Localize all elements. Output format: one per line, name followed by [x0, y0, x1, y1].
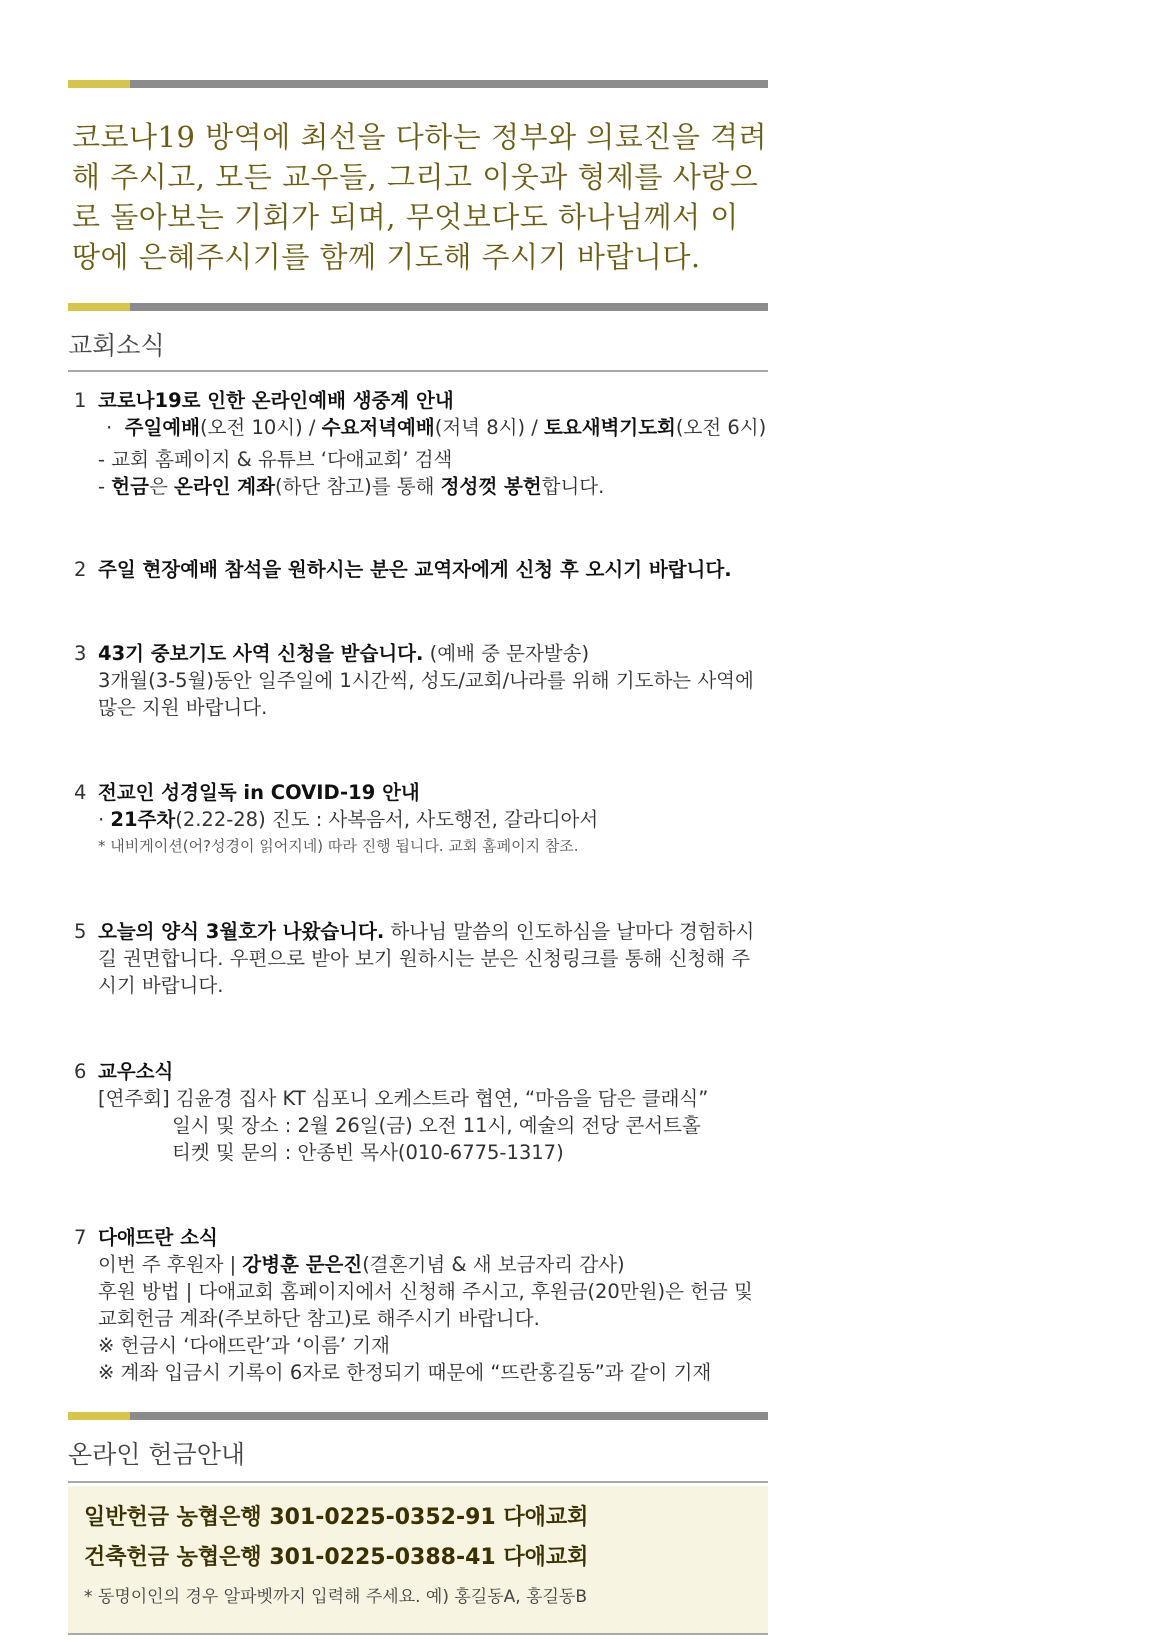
item-number: 5 — [74, 920, 87, 943]
divider-accent — [68, 80, 130, 88]
news-item-7 — [74, 1224, 794, 1386]
offering-title-underline — [68, 1481, 768, 1483]
item-line: 많은 지원 바랍니다. — [98, 696, 268, 719]
item-title: 43기 중보기도 사역 신청을 받습니다. — [98, 642, 424, 665]
top-divider — [68, 80, 768, 88]
item-line: 일시 및 장소 : 2월 26일(금) 오전 11시, 예술의 전당 콘서트홀 — [172, 1114, 701, 1137]
item-emphasis: 헌금 — [111, 475, 149, 498]
news-item-5 — [74, 918, 794, 999]
news-item-3 — [74, 640, 794, 721]
news-item-6 — [74, 1058, 794, 1166]
item-line: [연주회] 김윤경 집사 KT 심포니 오케스트라 협연, “마음을 담은 클래식” — [98, 1087, 709, 1110]
item-text: · — [98, 808, 111, 831]
general-offering-account: 일반헌금 농협은행 301-0225-0352-91 다애교회 — [84, 1505, 589, 1530]
item-line: 교회헌금 계좌(주보하단 참고)로 해주시기 바랍니다. — [98, 1307, 540, 1330]
item-emphasis: 21주차 — [110, 808, 176, 831]
item-text: 은 — [148, 475, 174, 498]
item-text: - — [98, 475, 112, 498]
item-number: 7 — [74, 1226, 87, 1249]
news-item-4 — [74, 779, 794, 860]
item-number: 4 — [74, 781, 87, 804]
bank-box-bottom-line — [68, 1633, 768, 1635]
item-emphasis: 강병훈 문은진 — [242, 1253, 363, 1276]
item-title: 코로나19로 인한 온라인예배 생중계 안내 — [98, 389, 454, 412]
item-line: 시기 바랍니다. — [98, 974, 224, 997]
offering-note: * 동명이인의 경우 알파벳까지 입력해 주세요. 예) 홍길동A, 홍길동B — [84, 1587, 588, 1607]
item-title: 주일 현장예배 참석을 원하시는 분은 교역자에게 신청 후 오시기 바랍니다. — [98, 558, 732, 581]
item-number: 6 — [74, 1060, 87, 1083]
item-emphasis: 온라인 계좌 — [173, 475, 275, 498]
item-note: (예배 중 문자발송) — [423, 642, 590, 665]
news-item-1: 1 코로나19로 인한 온라인예배 생중계 안내 · 주일예배(오전 10시) / 수요저녁예배(저녁 8시) / 토요새벽기도회(오전 6시) - 교회 홈페이지 & 유튜브 ‘다애교회’ 검색 - 헌금은 온라인 계좌(하단 참고)를 통해 정성껏 봉헌합니다. — [74, 387, 794, 500]
news-section-title: 교회소식 — [68, 331, 165, 360]
item-text: 합니다. — [541, 475, 605, 498]
item-line: ※ 헌금시 ‘다애뜨란’과 ‘이름’ 기재 — [98, 1334, 390, 1357]
item-line: 길 권면합니다. 우편으로 받아 보기 원하시는 분은 신청링크를 통해 신청해 주 — [98, 947, 751, 970]
item-text: (하단 참고)를 통해 — [274, 475, 441, 498]
service-time: (오전 6시) — [675, 416, 767, 439]
item-title: 교우소식 — [98, 1060, 174, 1083]
item-text: 이번 주 후원자 | — [98, 1253, 243, 1276]
news-item-2 — [74, 556, 794, 583]
building-offering-account: 건축헌금 농협은행 301-0225-0388-41 다애교회 — [84, 1545, 589, 1570]
prayer-line: 코로나19 방역에 최선을 다하는 정부와 의료진을 격려 — [72, 120, 768, 154]
item-line: - 교회 홈페이지 & 유튜브 ‘다애교회’ 검색 — [98, 448, 453, 471]
service-sunday: 주일예배 — [124, 416, 200, 439]
prayer-line: 땅에 은혜주시기를 함께 기도해 주시기 바랍니다. — [72, 240, 701, 274]
item-number: 2 — [74, 558, 87, 581]
prayer-line: 해 주시고, 모든 교우들, 그리고 이웃과 형제를 사랑으 — [72, 160, 759, 194]
item-title: 전교인 성경일독 in COVID-19 안내 — [98, 781, 420, 804]
item-line: 후원 방법 | 다애교회 홈페이지에서 신청해 주시고, 후원금(20만원)은 헌금 및 — [98, 1280, 753, 1303]
item-title: 오늘의 양식 3월호가 나왔습니다. — [98, 920, 385, 943]
item-footnote: * 내비게이션(어?성경이 읽어지네) 따라 진행 됩니다. 교회 홈페이지 참조. — [98, 837, 579, 855]
item-line: 3개월(3-5월)동안 일주일에 1시간씩, 성도/교회/나라를 위해 기도하는 사역에 — [98, 669, 754, 692]
service-saturday: 토요새벽기도회 — [544, 416, 676, 439]
item-number: 1 — [74, 389, 87, 412]
service-time: (저녁 8시) / — [434, 416, 545, 439]
item-text: (결혼기념 & 새 보금자리 감사) — [362, 1253, 625, 1276]
prayer-line: 로 돌아보는 기회가 되며, 무엇보다도 하나님께서 이 — [72, 200, 739, 234]
divider-accent — [68, 303, 130, 311]
bank-info-box — [68, 1486, 768, 1633]
item-text: 하나님 말씀의 인도하심을 날마다 경험하시 — [384, 920, 755, 943]
prayer-paragraph — [72, 117, 772, 277]
item-title: 다애뜨란 소식 — [98, 1226, 218, 1249]
divider-accent — [68, 1412, 130, 1420]
service-time: (오전 10시) / — [199, 416, 322, 439]
item-number: 3 — [74, 642, 87, 665]
news-title-underline — [68, 370, 768, 372]
offering-section-title: 온라인 헌금안내 — [68, 1440, 245, 1469]
service-wednesday: 수요저녁예배 — [321, 416, 435, 439]
item-emphasis: 정성껏 봉헌 — [440, 475, 542, 498]
news-divider — [68, 303, 768, 311]
item-line: 티켓 및 문의 : 안종빈 목사(010-6775-1317) — [172, 1141, 564, 1164]
offering-divider — [68, 1412, 768, 1420]
item-line: ※ 계좌 입금시 기록이 6자로 한정되기 때문에 “뜨란홍길동”과 같이 기재 — [98, 1361, 712, 1384]
item-text: (2.22-28) 진도 : 사복음서, 사도행전, 갈라디아서 — [175, 808, 599, 831]
